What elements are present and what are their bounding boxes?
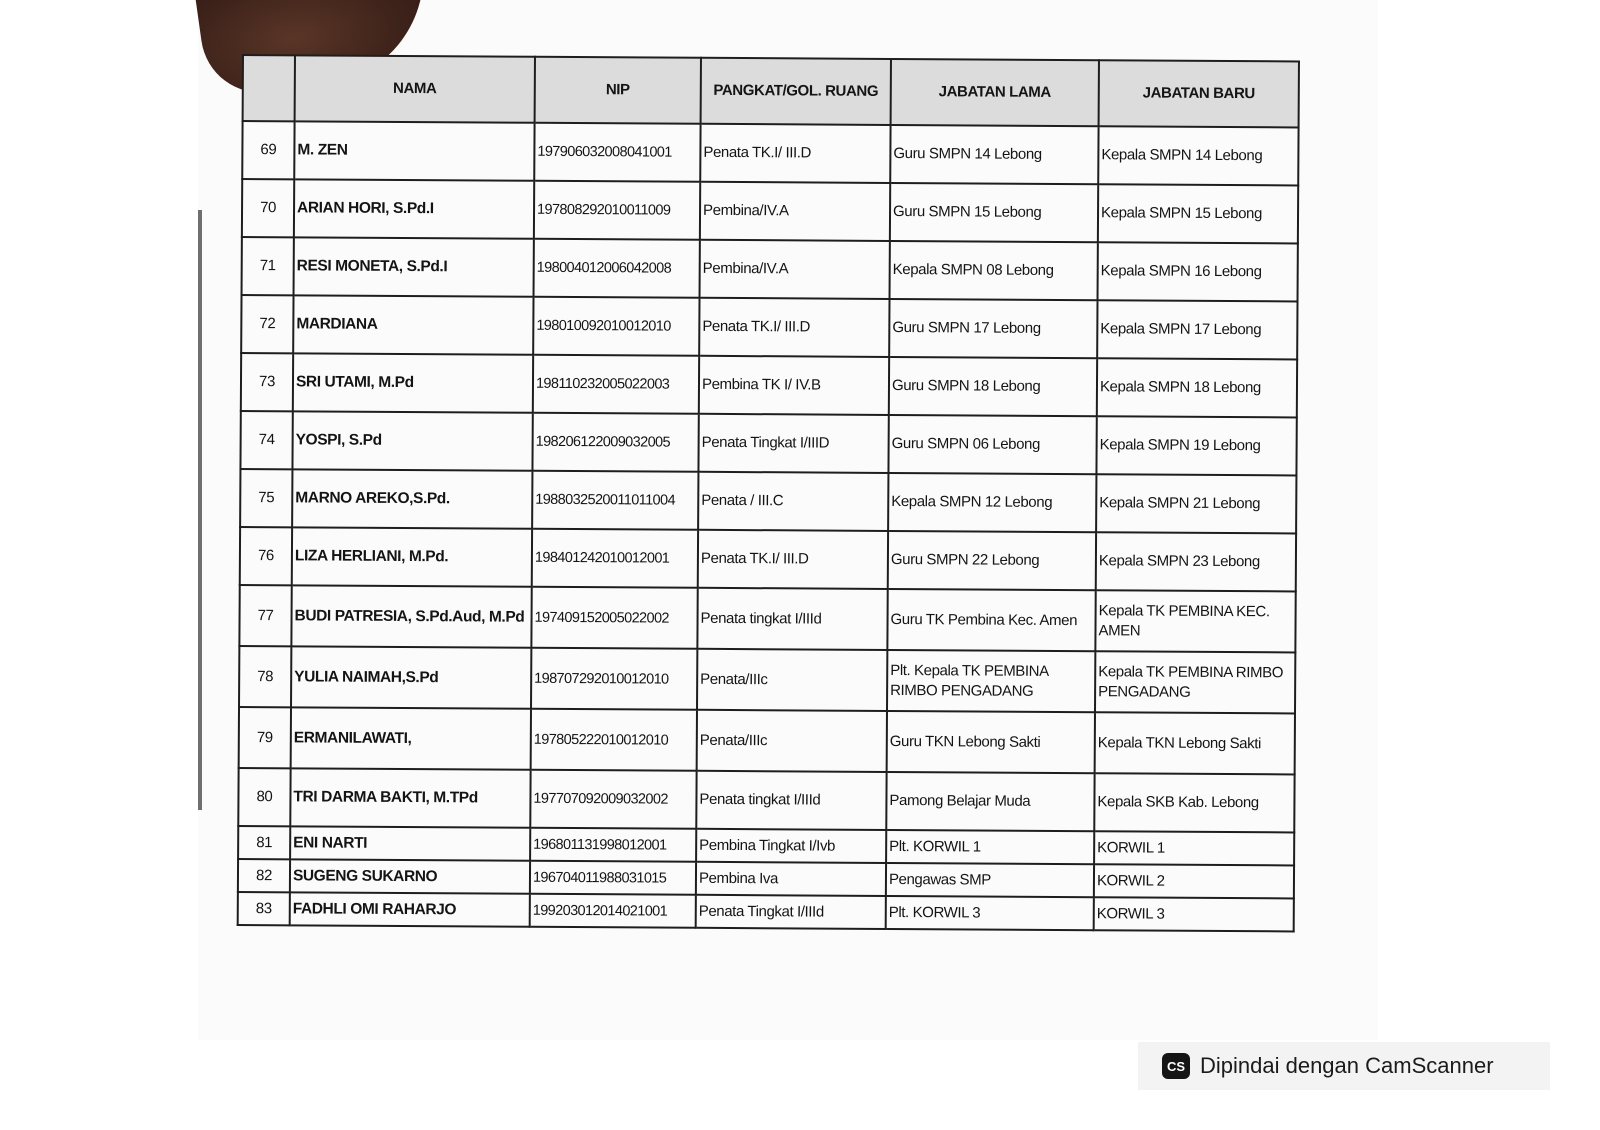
table-row [242, 179, 1298, 243]
cell-nama: SUGENG SUKARNO [290, 859, 530, 893]
cell-pangkat: Pembina TK I/ IV.B [699, 356, 889, 415]
cell-nama: M. ZEN [294, 121, 534, 180]
header-nama: NAMA [295, 55, 535, 122]
table-row [239, 646, 1295, 713]
employee-transfer-table [237, 54, 1300, 932]
header-jabatan-lama: JABATAN LAMA [891, 59, 1099, 126]
cell-nip: 199203012014021001 [530, 894, 696, 928]
cell-no: 80 [238, 768, 290, 826]
cell-jabatan-baru: Kepala SMPN 14 Lebong [1098, 126, 1298, 185]
cell-nama: ERMANILAWATI, [291, 707, 531, 769]
cell-nip: 198206122009032005 [532, 413, 698, 472]
cell-nama: YOSPI, S.Pd [292, 411, 532, 470]
header-no [243, 55, 295, 121]
cell-nip: 1988032520011011004 [532, 471, 698, 530]
cell-pangkat: Penata/IIIc [697, 710, 887, 772]
cell-pangkat: Penata Tingkat I/IIId [696, 895, 886, 929]
cell-no: 76 [240, 527, 292, 585]
table-row [240, 469, 1296, 533]
cell-jabatan-baru: Kepala SMPN 16 Lebong [1098, 242, 1298, 301]
cell-nama: YULIA NAIMAH,S.Pd [291, 646, 531, 708]
cell-nip: 198401242010012001 [532, 529, 698, 588]
cell-pangkat: Pembina/IV.A [700, 240, 890, 299]
cell-jabatan-baru: KORWIL 1 [1094, 831, 1294, 865]
cell-nip: 197808292010011009 [534, 181, 700, 240]
cell-jabatan-baru: Kepala SMPN 21 Lebong [1096, 474, 1296, 533]
cell-pangkat: Penata tingkat I/IIId [697, 588, 887, 650]
cell-jabatan-lama: Guru TKN Lebong Sakti [887, 711, 1095, 773]
cell-jabatan-lama: Pengawas SMP [886, 863, 1094, 897]
cell-jabatan-baru: Kepala SMPN 18 Lebong [1097, 358, 1297, 417]
cell-nama: SRI UTAMI, M.Pd [293, 353, 533, 412]
cell-no: 74 [240, 411, 292, 469]
cell-no: 69 [242, 121, 294, 179]
camscanner-watermark [1138, 1042, 1550, 1090]
cell-jabatan-baru: Kepala SKB Kab. Lebong [1094, 773, 1294, 832]
cell-nama: ENI NARTI [290, 826, 530, 860]
table-row [238, 892, 1294, 931]
cell-nip: 198110232005022003 [533, 355, 699, 414]
cell-nama: MARDIANA [293, 295, 533, 354]
table-row [242, 121, 1298, 185]
cell-nip: 197409152005022002 [531, 587, 697, 649]
table-row [238, 768, 1294, 832]
table-row [241, 353, 1297, 417]
cell-no: 79 [239, 707, 291, 768]
table-row [241, 295, 1297, 359]
cell-nip: 198004012006042008 [534, 239, 700, 298]
cell-jabatan-lama: Plt. Kepala TK PEMBINA RIMBO PENGADANG [887, 650, 1095, 712]
header-nip: NIP [535, 57, 701, 124]
table-row [239, 707, 1295, 774]
cell-nip: 196801131998012001 [530, 828, 696, 862]
cell-no: 82 [238, 859, 290, 892]
cell-jabatan-lama: Kepala SMPN 08 Lebong [890, 241, 1098, 300]
cell-pangkat: Penata / III.C [698, 472, 888, 531]
cell-no: 75 [240, 469, 292, 527]
cell-jabatan-lama: Guru SMPN 14 Lebong [890, 125, 1098, 184]
table-row [239, 585, 1295, 652]
table-row [240, 527, 1296, 591]
cell-pangkat: Penata TK.I/ III.D [698, 530, 888, 589]
cell-jabatan-lama: Guru SMPN 06 Lebong [888, 415, 1096, 474]
header-pangkat: PANGKAT/GOL. RUANG [701, 58, 891, 125]
paper-edge-shadow [198, 210, 202, 810]
cell-no: 70 [242, 179, 294, 237]
cell-jabatan-baru: Kepala TKN Lebong Sakti [1095, 712, 1295, 774]
cell-nip: 197805222010012010 [531, 709, 697, 771]
cell-jabatan-lama: Guru SMPN 22 Lebong [888, 531, 1096, 590]
cell-jabatan-lama: Kepala SMPN 12 Lebong [888, 473, 1096, 532]
cell-nama: BUDI PATRESIA, S.Pd.Aud, M.Pd [291, 585, 531, 647]
cell-no: 72 [241, 295, 293, 353]
cell-pangkat: Pembina Tingkat I/Ivb [696, 829, 886, 863]
cell-nip: 198707292010012010 [531, 648, 697, 710]
cell-pangkat: Penata Tingkat I/IIID [698, 414, 888, 473]
cell-nip: 196704011988031015 [530, 861, 696, 895]
cell-nama: FADHLI OMI RAHARJO [290, 892, 530, 926]
cell-jabatan-lama: Guru SMPN 17 Lebong [889, 299, 1097, 358]
cell-nama: TRI DARMA BAKTI, M.TPd [290, 768, 530, 827]
cell-no: 81 [238, 826, 290, 859]
cell-pangkat: Penata TK.I/ III.D [699, 298, 889, 357]
cell-jabatan-lama: Guru SMPN 18 Lebong [889, 357, 1097, 416]
table-row [240, 411, 1296, 475]
cell-nama: MARNO AREKO,S.Pd. [292, 469, 532, 528]
cell-nama: LIZA HERLIANI, M.Pd. [292, 527, 532, 586]
cell-jabatan-lama: Guru SMPN 15 Lebong [890, 183, 1098, 242]
cell-jabatan-baru: Kepala TK PEMBINA KEC. AMEN [1095, 590, 1295, 652]
cell-no: 71 [242, 237, 294, 295]
cell-no: 83 [238, 892, 290, 925]
cell-pangkat: Penata tingkat I/IIId [696, 771, 886, 830]
cell-pangkat: Penata/IIIc [697, 649, 887, 711]
cell-jabatan-baru: KORWIL 3 [1094, 897, 1294, 931]
cell-pangkat: Pembina Iva [696, 862, 886, 896]
cell-jabatan-baru: Kepala SMPN 15 Lebong [1098, 184, 1298, 243]
camscanner-logo-icon: CS [1162, 1053, 1190, 1079]
cell-nip: 197906032008041001 [534, 123, 700, 182]
cell-jabatan-baru: Kepala SMPN 19 Lebong [1096, 416, 1296, 475]
table-row [242, 237, 1298, 301]
table-header-row [243, 55, 1299, 127]
cell-pangkat: Penata TK.I/ III.D [700, 124, 890, 183]
cell-no: 77 [239, 585, 291, 646]
cell-jabatan-baru: Kepala TK PEMBINA RIMBO PENGADANG [1095, 651, 1295, 713]
cell-jabatan-lama: Plt. KORWIL 1 [886, 830, 1094, 864]
cell-jabatan-baru: Kepala SMPN 17 Lebong [1097, 300, 1297, 359]
cell-jabatan-baru: KORWIL 2 [1094, 864, 1294, 898]
header-jabatan-baru: JABATAN BARU [1099, 60, 1299, 127]
camscanner-text: Dipindai dengan CamScanner [1200, 1053, 1494, 1078]
cell-nip: 198010092010012010 [533, 297, 699, 356]
cell-jabatan-baru: Kepala SMPN 23 Lebong [1096, 532, 1296, 591]
cell-jabatan-lama: Pamong Belajar Muda [886, 772, 1094, 831]
cell-no: 73 [241, 353, 293, 411]
cell-nip: 197707092009032002 [530, 770, 696, 829]
cell-jabatan-lama: Guru TK Pembina Kec. Amen [887, 589, 1095, 651]
cell-nama: ARIAN HORI, S.Pd.I [294, 179, 534, 238]
cell-pangkat: Pembina/IV.A [700, 182, 890, 241]
cell-no: 78 [239, 646, 291, 707]
cell-nama: RESI MONETA, S.Pd.I [294, 237, 534, 296]
cell-jabatan-lama: Plt. KORWIL 3 [886, 896, 1094, 930]
